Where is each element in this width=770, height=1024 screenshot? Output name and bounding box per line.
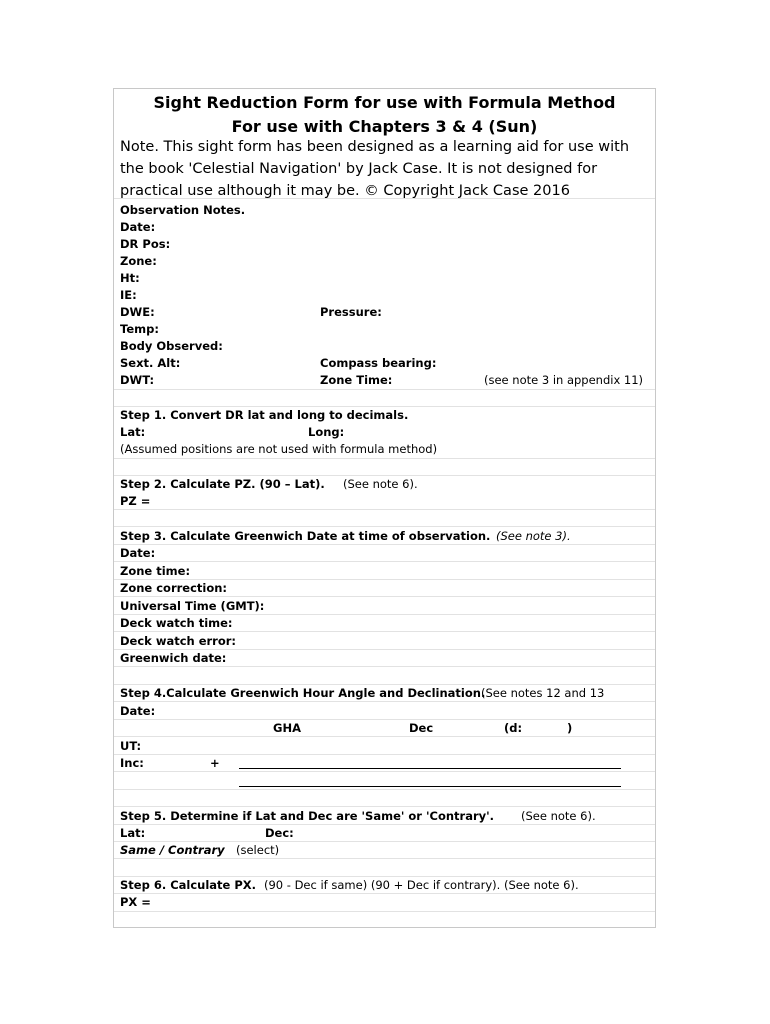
step4-total-underline (239, 786, 621, 787)
row-divider (114, 893, 655, 894)
note-line-2: the book 'Celestial Navigation' by Jack Case. It is not designed for (120, 161, 598, 177)
obs-dwe-label: DWE: (120, 305, 155, 319)
step5-heading: Step 5. Determine if Lat and Dec are 'Same' or 'Contrary'. (120, 809, 495, 823)
step6-note: (90 - Dec if same) (90 + Dec if contrary). (See note 6). (264, 878, 579, 892)
row-divider (114, 771, 655, 772)
row-divider (114, 509, 655, 510)
row-divider (114, 824, 655, 825)
step4-col-d: (d: (504, 721, 523, 735)
step3-heading: Step 3. Calculate Greenwich Date at time of observation. (120, 529, 491, 543)
step1-long-label: Long: (308, 425, 345, 439)
row-divider (114, 666, 655, 667)
step4-ut-label: UT: (120, 739, 142, 753)
obs-temp-label: Temp: (120, 322, 159, 336)
step5-lat-label: Lat: (120, 826, 146, 840)
step5-select-hint: (select) (236, 843, 280, 857)
row-divider (114, 475, 655, 476)
step3-zone-time-label: Zone time: (120, 564, 191, 578)
obs-pressure-label: Pressure: (320, 305, 382, 319)
note-line-3: practical use although it may be. © Copyright Jack Case 2016 (120, 183, 570, 199)
note-line-1: Note. This sight form has been designed as a learning aid for use with (120, 139, 630, 155)
step4-heading: Step 4.Calculate Greenwich Hour Angle and Declination. (120, 686, 486, 700)
obs-dr-pos-label: DR Pos: (120, 237, 171, 251)
row-divider (114, 789, 655, 790)
step2-note: (See note 6). (343, 477, 418, 491)
step6-heading: Step 6. Calculate PX. (120, 878, 257, 892)
obs-dwt-label: DWT: (120, 373, 155, 387)
step1-lat-label: Lat: (120, 425, 146, 439)
step4-inc-label: Inc: (120, 756, 144, 770)
step3-deck-watch-error-label: Deck watch error: (120, 634, 237, 648)
row-divider (114, 596, 655, 597)
step4-date-label: Date: (120, 704, 156, 718)
sight-reduction-form (113, 88, 656, 928)
step3-greenwich-date-label: Greenwich date: (120, 651, 227, 665)
row-divider (114, 841, 655, 842)
step4-col-gha: GHA (273, 721, 301, 735)
step4-note: (See notes 12 and 13 (481, 686, 605, 700)
row-divider (114, 526, 655, 527)
step4-sum-underline (239, 768, 621, 769)
obs-sext-alt-label: Sext. Alt: (120, 356, 181, 370)
obs-body-label: Body Observed: (120, 339, 223, 353)
obs-zone-time-label: Zone Time: (320, 373, 393, 387)
obs-date-label: Date: (120, 220, 156, 234)
step3-note: (See note 3). (496, 529, 571, 543)
obs-compass-label: Compass bearing: (320, 356, 437, 370)
step3-zone-correction-label: Zone correction: (120, 581, 228, 595)
row-divider (114, 736, 655, 737)
row-divider (114, 544, 655, 545)
step4-col-d-close: ) (567, 721, 573, 735)
step5-note: (See note 6). (521, 809, 596, 823)
row-divider (114, 389, 655, 390)
step4-plus-sign: + (210, 756, 220, 770)
row-divider (114, 684, 655, 685)
obs-ht-label: Ht: (120, 271, 140, 285)
row-divider (114, 198, 655, 199)
row-divider (114, 754, 655, 755)
observation-heading: Observation Notes. (120, 203, 246, 217)
step4-col-dec: Dec (409, 721, 434, 735)
step3-deck-watch-time-label: Deck watch time: (120, 616, 233, 630)
step2-pz-label: PZ = (120, 494, 151, 508)
step3-date-label: Date: (120, 546, 156, 560)
row-divider (114, 858, 655, 859)
row-divider (114, 719, 655, 720)
step6-px-label: PX = (120, 895, 151, 909)
row-divider (114, 406, 655, 407)
row-divider (114, 458, 655, 459)
row-divider (114, 579, 655, 580)
obs-zone-time-note: (see note 3 in appendix 11) (484, 373, 644, 387)
row-divider (114, 911, 655, 912)
obs-zone-label: Zone: (120, 254, 157, 268)
step5-dec-label: Dec: (265, 826, 294, 840)
step1-heading: Step 1. Convert DR lat and long to decimals. (120, 408, 409, 422)
row-divider (114, 806, 655, 807)
row-divider (114, 561, 655, 562)
row-divider (114, 649, 655, 650)
row-divider (114, 631, 655, 632)
row-divider (114, 614, 655, 615)
form-title-line-1: Sight Reduction Form for use with Formula Method (153, 93, 616, 112)
step1-note: (Assumed positions are not used with formula method) (120, 442, 438, 456)
step5-same-contrary-label: Same / Contrary (120, 843, 225, 857)
step2-heading: Step 2. Calculate PZ. (90 – Lat). (120, 477, 325, 491)
step3-ut-label: Universal Time (GMT): (120, 599, 265, 613)
row-divider (114, 876, 655, 877)
form-title-line-2: For use with Chapters 3 & 4 (Sun) (231, 117, 538, 136)
row-divider (114, 701, 655, 702)
obs-ie-label: IE: (120, 288, 137, 302)
